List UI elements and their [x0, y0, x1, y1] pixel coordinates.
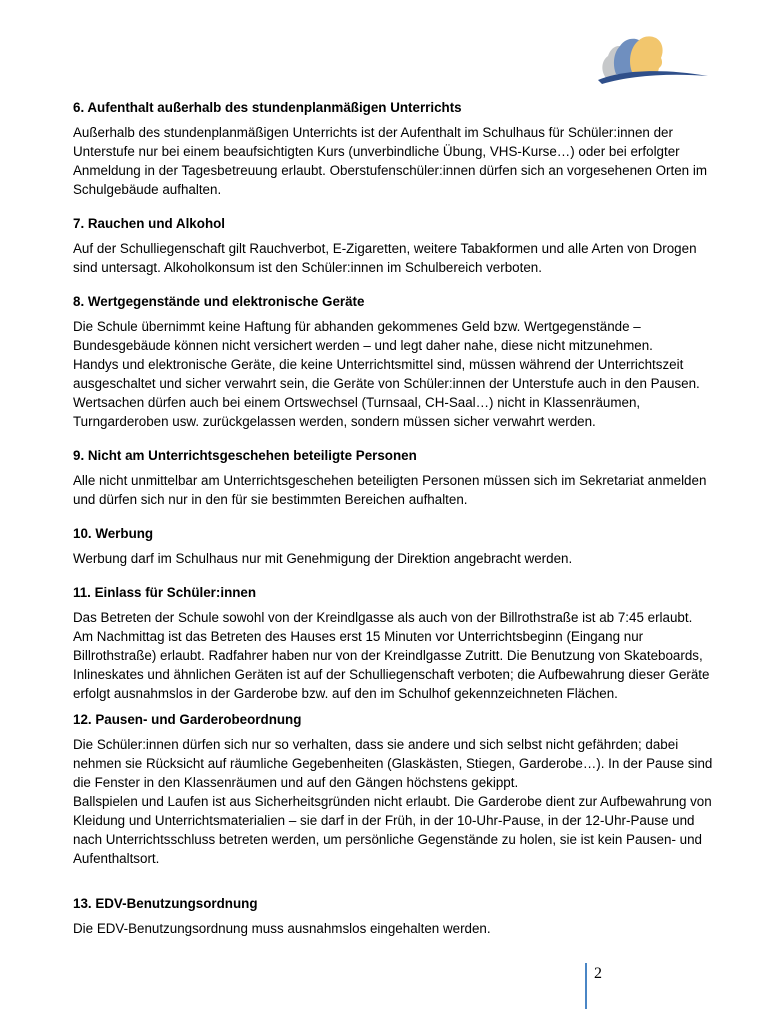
section-body: Auf der Schulliegenschaft gilt Rauchverbot, E-Zigaretten, weitere Tabakformen und alle Arten von Drogen sind untersagt. Alkoholkonsum ist den Schüler:innen im Schulbereich verboten. [73, 241, 697, 275]
section-body: Die Schule übernimmt keine Haftung für abhanden gekommenes Geld bzw. Wertgegenstände – Bundesgebäude können nicht versichert werden – und legt daher nahe, diese nicht mitzunehmen. [73, 319, 653, 353]
section-11 [73, 583, 713, 703]
section-body: Die Schüler:innen dürfen sich nur so verhalten, dass sie andere und sich selbst nicht gefährden; dabei nehmen sie Rücksicht auf räumliche Gegebenheiten (Glaskästen, Stiegen, Garderobe…). In der Pause sind die Fenster in den Klassenräumen und auf den Gängen höchstens gekippt. [73, 737, 713, 790]
section-10 [73, 524, 713, 568]
section-body: Werbung darf im Schulhaus nur mit Genehmigung der Direktion angebracht werden. [73, 551, 573, 566]
section-heading: 13. EDV-Benutzungsordnung [73, 896, 258, 911]
section-heading: 7. Rauchen und Alkohol [73, 216, 226, 231]
section-body: Die EDV-Benutzungsordnung muss ausnahmslos eingehalten werden. [73, 921, 491, 936]
section-heading: 8. Wertgegenstände und elektronische Geräte [73, 294, 365, 309]
section-body: Außerhalb des stundenplanmäßigen Unterrichts ist der Aufenthalt im Schulhaus für Schüler:innen der Unterstufe nur bei einem beaufsichtigten Kurs (unverbindliche Übung, VHS-Kurse…) oder bei erfolgter Anmeldung in der Tagesbetreuung erlaubt. Oberstufenschüler:innen dürfen sich an vorgesehenen Orten im Schulgebäude aufhalten. [73, 125, 707, 197]
page-number-divider [585, 963, 587, 1009]
section-body: Alle nicht unmittelbar am Unterrichtsgeschehen beteiligten Personen müssen sich im Sekretariat anmelden und dürfen sich nur in den für sie bestimmten Bereichen aufhalten. [73, 473, 707, 507]
school-logo-heads-icon [592, 30, 712, 88]
section-heading: 9. Nicht am Unterrichtsgeschehen beteiligte Personen [73, 448, 417, 463]
section-body-2: Handys und elektronische Geräte, die keine Unterrichtsmittel sind, müssen während der Unterrichtszeit ausgeschaltet und sicher verwahrt sein, die Geräte von Schüler:innen der Unterstufe auch in den Pausen. Wertsachen dürfen auch bei einem Ortswechsel (Turnsaal, CH-Saal…) nicht in Klassenräumen, Turngarderoben usw. zurückgelassen werden, sondern müssen sicher verwahrt werden. [73, 357, 700, 429]
section-heading: 12. Pausen- und Garderobeordnung [73, 712, 302, 727]
section-heading: 11. Einlass für Schüler:innen [73, 585, 257, 600]
section-13 [73, 894, 713, 938]
document-content [73, 98, 713, 938]
section-heading: 6. Aufenthalt außerhalb des stundenplanmäßigen Unterrichts [73, 100, 462, 115]
section-12 [73, 710, 713, 868]
section-9 [73, 446, 713, 509]
section-6 [73, 98, 713, 199]
section-body: Das Betreten der Schule sowohl von der Kreindlgasse als auch von der Billrothstraße ist ab 7:45 erlaubt. Am Nachmittag ist das Betreten des Hauses erst 15 Minuten vor Unterrichtsbeginn (Eingang nur Billrothstraße) erlaubt. Radfahrer haben nur von der Kreindlgasse Zutritt. Die Benutzung von Skateboards, Inlineskates und ähnlichen Geräten ist auf der Schulliegenschaft verboten; die Aufbewahrung dieser Geräte erfolgt ausnahmslos in der Garderobe bzw. auf den im Schulhof gekennzeichneten Flächen. [73, 610, 710, 701]
section-8 [73, 292, 713, 431]
page-number: 2 [594, 965, 602, 982]
section-body-2: Ballspielen und Laufen ist aus Sicherheitsgründen nicht erlaubt. Die Garderobe dient zur Aufbewahrung von Kleidung und Unterrichtsmaterialien – sie darf in der Früh, in der 10-Uhr-Pause, in der 12-Uhr-Pause und nach Unterrichtsschluss betreten werden, um persönliche Gegenstände zu holen, sie ist kein Pausen- und Aufenthaltsort. [73, 794, 712, 866]
section-heading: 10. Werbung [73, 526, 154, 541]
section-7 [73, 214, 713, 277]
